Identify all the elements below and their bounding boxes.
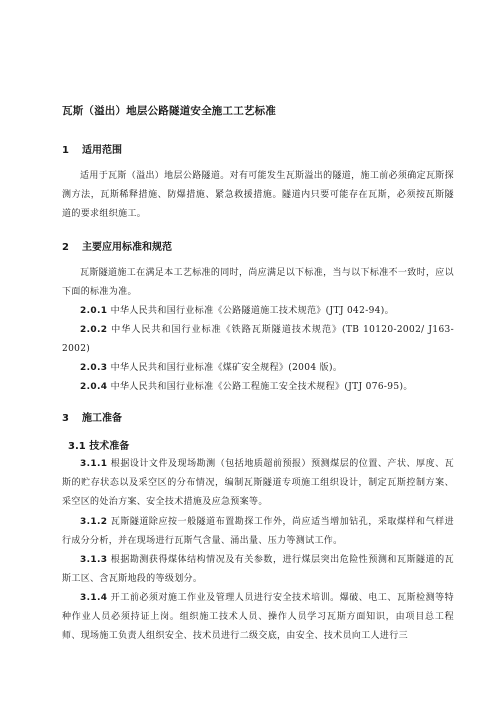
document-title: 瓦斯（溢出）地层公路隧道安全施工工艺标准 <box>62 105 276 117</box>
clause-2-0-4 <box>62 378 454 397</box>
section-1-paragraph: 适用于瓦斯（溢出）地层公路隧道。对有可能发生瓦斯溢出的隧道，施工前必须确定瓦斯探测方法，瓦斯稀释措施、防爆措施、紧急救援措施。隧道内只要可能存在瓦斯，必须按瓦斯隧道的要求组织施工。 <box>62 171 455 219</box>
section-heading-2 <box>62 238 172 253</box>
clause-number: 2.0.4 <box>80 382 108 392</box>
clause-3-1-2 <box>62 513 454 551</box>
section-heading-1 <box>62 141 122 156</box>
section-title: 适用范围 <box>82 145 122 156</box>
section-title: 主要应用标准和规范 <box>82 242 172 253</box>
clause-number: 2.0.2 <box>80 325 108 335</box>
clause-text: 根据勘测获得煤体结构情况及有关参数，进行煤层突出危险性预测和瓦斯隧道的瓦斯工区、含瓦斯地段的等级划分。 <box>62 555 454 584</box>
clause-number: 3.1.3 <box>80 555 108 565</box>
section-2-intro: 瓦斯隧道施工在满足本工艺标准的同时，尚应满足以下标准，当与以下标准不一致时，应以下面的标准为准。 <box>62 268 455 297</box>
clause-text: 中华人民共和国行业标准《公路工程施工安全技术规程》(JTJ 076-95)。 <box>110 382 413 392</box>
clause-number: 3.1.4 <box>80 593 108 603</box>
clause-number: 2.0.1 <box>80 306 108 316</box>
clause-text: 中华人民共和国行业标准《公路隧道施工技术规范》(JTJ 042-94)。 <box>110 306 394 316</box>
clause-number: 3.1.1 <box>80 459 108 469</box>
section-number: 3 <box>62 413 69 424</box>
section-heading-3 <box>62 409 122 424</box>
section-number: 2 <box>62 242 69 253</box>
clause-text: 瓦斯隧道除应按一般隧道布置勘探工作外，尚应适当增加钻孔，采取煤样和气样进行成分分析，并在现场进行瓦斯气含量、涌出量、压力等测试工作。 <box>62 517 454 546</box>
subsection-heading-3-1 <box>68 437 129 452</box>
clause-number: 2.0.3 <box>80 363 108 373</box>
clause-text: 中华人民共和国行业标准《铁路瓦斯隧道技术规范》(TB 10120-2002/ J163-2002) <box>62 325 455 354</box>
clause-text: 根据设计文件及现场勘测（包括地质超前预报）预测煤层的位置、产状、厚度、瓦斯的贮存状态以及采空区的分布情况，编制瓦斯隧道专项施工组织设计，制定瓦斯控制方案、采空区的处治方案、安全技术措施及应急预案等。 <box>62 459 454 507</box>
clause-2-0-3 <box>62 359 454 378</box>
clause-number: 3.1.2 <box>80 517 108 527</box>
clause-3-1-1 <box>62 455 454 512</box>
clause-text: 中华人民共和国行业标准《煤矿安全规程》(2004 版)。 <box>110 363 343 373</box>
subsection-title: 技术准备 <box>89 441 130 452</box>
clause-2-0-1 <box>62 302 454 321</box>
clause-3-1-3 <box>62 551 454 589</box>
clause-text: 开工前必须对施工作业及管理人员进行安全技术培训。爆破、电工、瓦斯检测等特种作业人员必须持证上岗。组织施工技术人员、操作人员学习瓦斯方面知识，由项目总工程师、现场施工负责人组织安全、技术员进行二级交底，由安全、技术员向工人进行三 <box>62 593 454 641</box>
clause-3-1-4 <box>62 589 454 646</box>
section-number: 1 <box>62 145 69 156</box>
clause-2-0-2 <box>62 321 454 359</box>
subsection-number: 3.1 <box>68 441 86 452</box>
section-title: 施工准备 <box>82 413 122 424</box>
